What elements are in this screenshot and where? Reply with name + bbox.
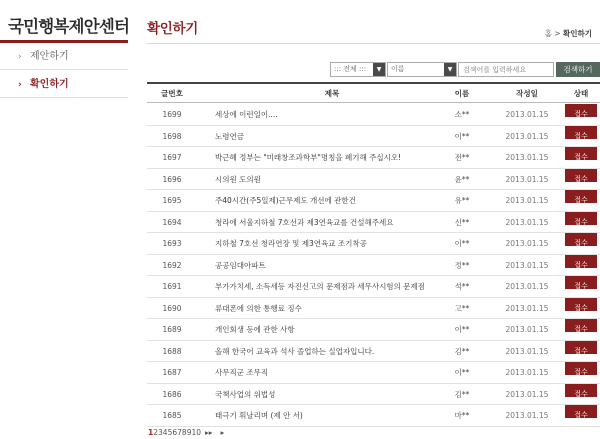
row-num: 1699 (162, 110, 182, 119)
breadcrumb-separator: > (554, 29, 561, 38)
dropdown-arrow-icon: ▼ (444, 63, 456, 76)
row-date: 2013.01.15 (505, 174, 549, 184)
row-name: 전** (454, 153, 470, 162)
table-row[interactable] (147, 276, 600, 298)
status-badge: 접수 (565, 190, 597, 203)
header-num: 글번호 (161, 89, 183, 98)
next-page-icon[interactable]: ▸▸ (205, 428, 213, 437)
table-body (147, 104, 600, 427)
page-link[interactable]: 5 (167, 428, 173, 437)
header-name: 이름 (454, 89, 470, 98)
status-badge: 접수 (565, 255, 597, 268)
table-row[interactable] (147, 341, 600, 363)
search-bar (0, 62, 600, 77)
header-date: 작성일 (516, 89, 538, 98)
chevron-right-icon: › (18, 80, 22, 90)
table-row[interactable] (147, 169, 600, 191)
row-date: 2013.01.15 (505, 282, 549, 291)
status-badge: 접수 (565, 169, 597, 182)
page-link[interactable]: 7 (177, 428, 182, 437)
row-num: 1697 (162, 153, 182, 162)
status-badge: 접수 (565, 104, 597, 117)
status-badge: 접수 (565, 298, 597, 311)
page-link[interactable]: 8 (181, 428, 187, 437)
row-date: 2013.01.15 (505, 260, 549, 270)
status-badge: 접수 (565, 212, 597, 225)
row-date: 2013.01.15 (505, 153, 549, 162)
status-badge: 접수 (565, 362, 597, 375)
breadcrumb-current: 확인하기 (563, 29, 592, 38)
row-name: 신** (454, 217, 470, 227)
row-date: 2013.01.15 (505, 411, 549, 420)
row-num: 1695 (162, 196, 182, 205)
row-title-link[interactable]: 올해 한국어 교육과 석사 졸업하는 실업자입니다. (215, 346, 375, 356)
pagination (148, 428, 224, 437)
table-row[interactable] (147, 126, 600, 148)
category-select[interactable] (330, 62, 386, 77)
table-row[interactable] (147, 319, 600, 341)
field-select-value: 이름 (391, 65, 405, 73)
row-name: 이** (454, 368, 470, 377)
row-num: 1688 (162, 346, 182, 356)
status-badge: 접수 (565, 126, 597, 139)
breadcrumb (545, 28, 592, 39)
row-date: 2013.01.15 (505, 346, 549, 356)
site-title[interactable]: 국민행복제안센터 (8, 17, 130, 36)
sidebar-item-label: 제안하기 (30, 51, 69, 62)
table-row[interactable] (147, 255, 600, 277)
status-badge: 접수 (565, 147, 597, 160)
row-title-link[interactable]: 류대폰에 의한 통행료 징수 (215, 303, 302, 313)
row-num: 1694 (162, 217, 182, 227)
status-badge: 접수 (565, 276, 597, 289)
row-date: 2013.01.15 (505, 325, 549, 334)
row-name: 고** (454, 303, 470, 313)
row-title-link[interactable]: 태극기 휘날리며 (제 안 서) (215, 411, 303, 420)
row-date: 2013.01.15 (505, 303, 549, 313)
row-name: 유** (454, 196, 470, 205)
page-link[interactable]: 3 (158, 428, 163, 437)
page-link[interactable]: 6 (172, 428, 178, 437)
row-num: 1696 (162, 174, 182, 184)
page-link[interactable]: 4 (162, 428, 168, 437)
row-date: 2013.01.15 (505, 389, 549, 399)
row-date: 2013.01.15 (505, 131, 549, 141)
row-name: 윤** (454, 174, 470, 184)
row-name: 정** (454, 260, 470, 270)
status-badge: 접수 (565, 405, 597, 418)
row-title-link[interactable]: 사무직군 조무직 (215, 368, 269, 377)
search-button[interactable]: 검색하기 (556, 62, 600, 77)
header-divider (147, 43, 600, 44)
header-title: 제목 (324, 89, 340, 98)
row-name: 마** (454, 411, 470, 420)
chevron-right-icon: › (18, 52, 22, 62)
row-name: 석** (454, 282, 470, 291)
sidebar-item-label: 확인하기 (30, 79, 69, 90)
row-title-link[interactable]: 부가가치세, 소득세등 자진신고의 문제점과 세무사시험의 문제점 (215, 282, 425, 291)
header-status: 상태 (573, 89, 589, 98)
page-link[interactable]: 1 (148, 428, 154, 437)
row-num: 1689 (162, 325, 182, 334)
table-row[interactable] (147, 384, 600, 406)
row-date: 2013.01.15 (505, 196, 549, 205)
status-badge: 접수 (565, 384, 597, 397)
row-num: 1685 (162, 411, 182, 420)
row-title-link[interactable]: 지하철 7호선 청라연장 및 제3연육교 조기착공 (215, 239, 367, 248)
status-badge: 접수 (565, 319, 597, 332)
table-row[interactable] (147, 233, 600, 255)
row-title-link[interactable]: 노령연금 (215, 131, 244, 141)
page-title: 확인하기 (147, 21, 198, 37)
page-link[interactable]: 2 (153, 428, 158, 437)
row-title-link[interactable]: 세상에 이런일이.... (215, 110, 278, 119)
row-name: 이** (454, 239, 470, 248)
title-underline (0, 40, 128, 43)
table-row[interactable] (147, 104, 600, 126)
row-name: 소** (454, 110, 470, 119)
row-num: 1691 (162, 282, 182, 291)
row-title-link[interactable]: 청라에 서울지하철 7호선과 제3연육교를 건설해주세요 (215, 217, 394, 227)
table-header (147, 84, 600, 103)
field-select[interactable] (387, 62, 457, 77)
row-name: 김** (454, 389, 470, 399)
status-badge: 접수 (565, 233, 597, 246)
table-row[interactable] (147, 405, 600, 427)
row-date: 2013.01.15 (505, 110, 549, 119)
row-num: 1686 (162, 389, 182, 399)
row-date: 2013.01.15 (505, 217, 549, 227)
table-row[interactable] (147, 212, 600, 234)
table-row[interactable] (147, 362, 600, 384)
breadcrumb-home[interactable]: 홈 (544, 29, 552, 38)
row-num: 1698 (162, 131, 182, 141)
table-row[interactable] (147, 298, 600, 320)
row-title-link[interactable]: 주40시간(주5일제)근무제도 개선에 관한건 (215, 196, 356, 205)
page-link[interactable]: 9 (186, 428, 192, 437)
dropdown-arrow-icon: ▼ (373, 63, 385, 76)
row-name: 이** (454, 325, 470, 334)
row-title-link[interactable]: 개인회생 등에 관한 사항 (215, 325, 295, 334)
row-title-link[interactable]: 시의원 도의원 (215, 174, 261, 184)
row-num: 1687 (162, 368, 182, 377)
row-name: 김** (454, 346, 470, 356)
page-link[interactable]: 10 (191, 428, 202, 437)
row-date: 2013.01.15 (505, 239, 549, 248)
table-row[interactable] (147, 190, 600, 212)
row-num: 1690 (162, 303, 182, 313)
row-num: 1692 (162, 260, 182, 270)
row-title-link[interactable]: 공공임대아파트 (215, 260, 266, 270)
row-title-link[interactable]: 박근혜 정부는 "미래창조과학부"명칭을 폐기해 주십시오! (215, 153, 402, 162)
row-num: 1693 (162, 239, 182, 248)
row-title-link[interactable]: 국책사업의 위법성 (215, 389, 276, 399)
row-name: 이** (454, 131, 470, 141)
search-input[interactable] (458, 62, 554, 77)
table-row[interactable] (147, 147, 600, 169)
last-page-icon[interactable]: ▸ (220, 428, 225, 437)
row-date: 2013.01.15 (505, 368, 549, 377)
category-select-value: ::: 전체 ::: (334, 65, 367, 73)
status-badge: 접수 (565, 341, 597, 354)
